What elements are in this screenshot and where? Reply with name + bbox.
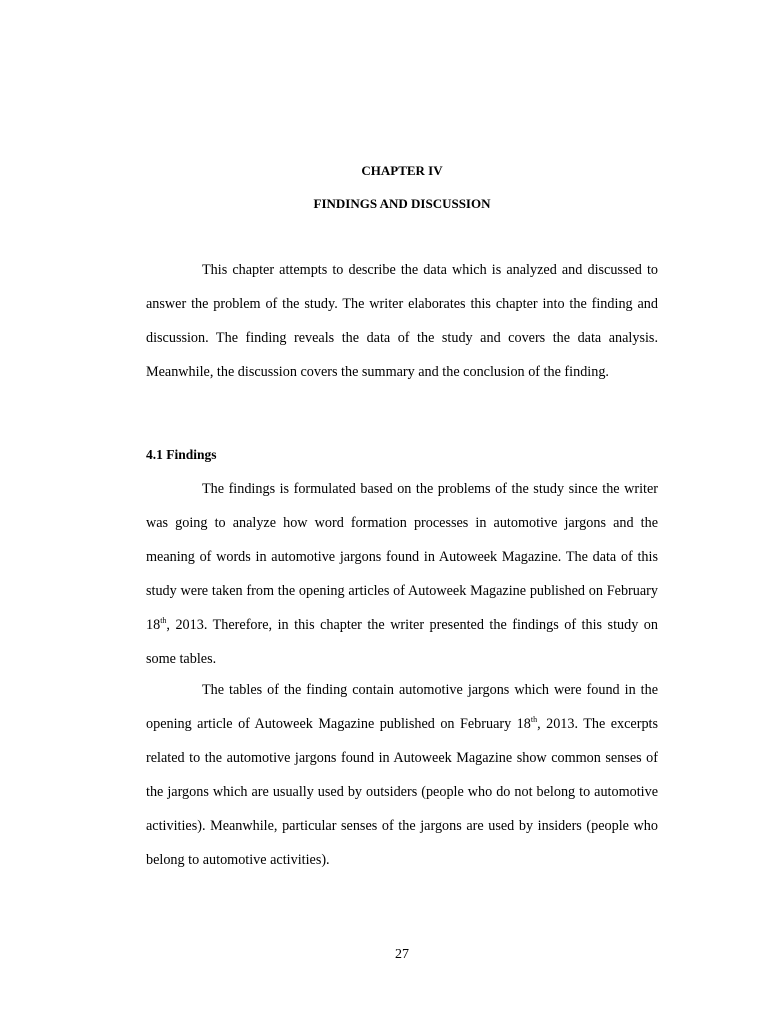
- findings-paragraph-1-text-a: The findings is formulated based on the problems of the study since the writer was going to analyze how word formation processes in automotive jargons and the meaning of words in automotive jargons found in Autoweek Magazine. The data of this study were taken from the opening articles of Autoweek Magazine published on February 18: [146, 481, 658, 633]
- section-heading-findings: 4.1 Findings: [146, 447, 217, 462]
- findings-paragraph-2-superscript: th: [530, 715, 538, 724]
- findings-paragraph-2-text-a: The tables of the finding contain automotive jargons which were found in the opening article of Autoweek Magazine published on February 18: [146, 682, 658, 732]
- findings-paragraph-2: [146, 673, 658, 877]
- findings-paragraph-1-superscript: th: [160, 616, 167, 625]
- page-number: 27: [395, 947, 409, 962]
- chapter-number: CHAPTER IV: [361, 163, 443, 178]
- findings-paragraph-1: [146, 472, 658, 676]
- chapter-title: FINDINGS AND DISCUSSION: [313, 196, 491, 211]
- findings-paragraph-2-text-b: , 2013. The excerpts related to the automotive jargons found in Autoweek Magazine show common senses of the jargons which are usually used by outsiders (people who do not belong to automotive activities). Meanwhile, particular senses of the jargons are used by insiders (people who belong to automotive activities).: [146, 716, 659, 868]
- findings-paragraph-1-text-b: , 2013. Therefore, in this chapter the writer presented the findings of this study on some tables.: [146, 617, 658, 667]
- intro-paragraph: This chapter attempts to describe the data which is analyzed and discussed to answer the problem of the study. The writer elaborates this chapter into the finding and discussion. The finding reveals the data of the study and covers the data analysis. Meanwhile, the discussion covers the summary and the conclusion of the finding.: [146, 262, 658, 380]
